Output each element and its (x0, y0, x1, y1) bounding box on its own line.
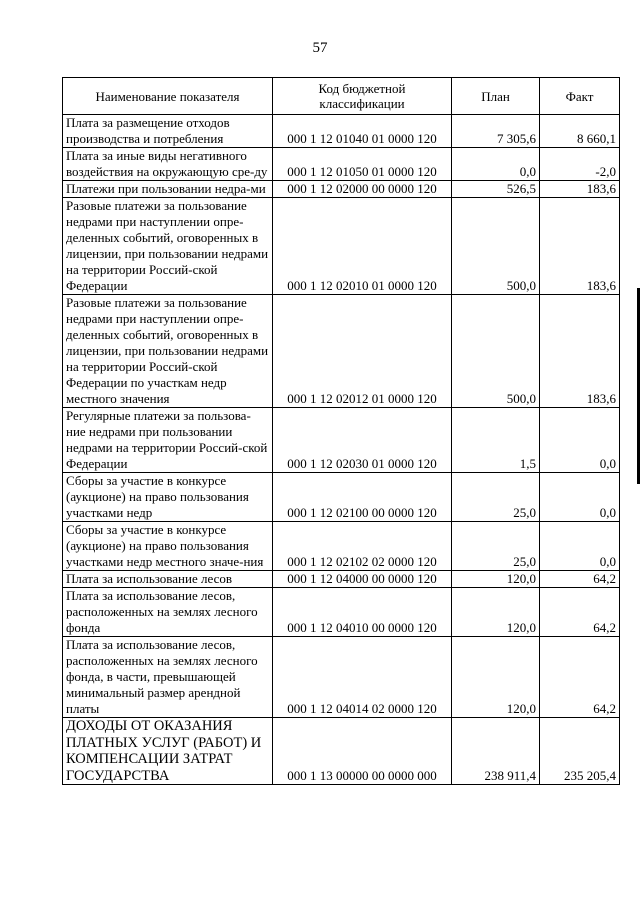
row-name: Плата за использование лесов (63, 571, 273, 588)
row-code: 000 1 12 04000 00 0000 120 (273, 571, 452, 588)
row-fact: 183,6 (540, 198, 620, 295)
row-plan: 25,0 (452, 473, 540, 522)
row-code: 000 1 12 01040 01 0000 120 (273, 115, 452, 148)
row-name: Регулярные платежи за пользова-ние недрами при пользовании недрами на территории Россий-ской Федерации (63, 408, 273, 473)
row-name: Сборы за участие в конкурсе (аукционе) на право пользования участками недр местного значе-ния (63, 522, 273, 571)
header-code: Код бюджетной классификации (273, 78, 452, 115)
row-fact: 0,0 (540, 408, 620, 473)
row-plan: 0,0 (452, 148, 540, 181)
row-code: 000 1 12 01050 01 0000 120 (273, 148, 452, 181)
row-name: Сборы за участие в конкурсе (аукционе) на право пользования участками недр (63, 473, 273, 522)
row-fact: 0,0 (540, 473, 620, 522)
table-row (63, 295, 620, 408)
row-plan: 1,5 (452, 408, 540, 473)
row-code: 000 1 12 02100 00 0000 120 (273, 473, 452, 522)
row-fact: 8 660,1 (540, 115, 620, 148)
row-plan: 500,0 (452, 295, 540, 408)
table-row (63, 718, 620, 785)
row-code: 000 1 13 00000 00 0000 000 (273, 718, 452, 785)
row-code: 000 1 12 04010 00 0000 120 (273, 588, 452, 637)
row-fact: -2,0 (540, 148, 620, 181)
table-row (63, 408, 620, 473)
row-name: Плата за размещение отходов производства и потребления (63, 115, 273, 148)
row-code: 000 1 12 02012 01 0000 120 (273, 295, 452, 408)
row-fact: 64,2 (540, 571, 620, 588)
row-name: Платежи при пользовании недра-ми (63, 181, 273, 198)
row-fact: 64,2 (540, 637, 620, 718)
row-plan: 25,0 (452, 522, 540, 571)
table-row (63, 637, 620, 718)
row-code: 000 1 12 02030 01 0000 120 (273, 408, 452, 473)
row-fact: 0,0 (540, 522, 620, 571)
table-row (63, 198, 620, 295)
header-fact: Факт (540, 78, 620, 115)
row-code: 000 1 12 02010 01 0000 120 (273, 198, 452, 295)
table-row (63, 115, 620, 148)
row-plan: 526,5 (452, 181, 540, 198)
row-plan: 120,0 (452, 637, 540, 718)
row-name: Плата за использование лесов, расположенных на землях лесного фонда (63, 588, 273, 637)
row-name: Плата за использование лесов, расположенных на землях лесного фонда, в части, превышающей минимальный размер арендной платы (63, 637, 273, 718)
row-code: 000 1 12 04014 02 0000 120 (273, 637, 452, 718)
row-plan: 500,0 (452, 198, 540, 295)
budget-table (62, 77, 620, 785)
row-fact: 183,6 (540, 295, 620, 408)
table-row (63, 522, 620, 571)
row-code: 000 1 12 02000 00 0000 120 (273, 181, 452, 198)
row-name: ДОХОДЫ ОТ ОКАЗАНИЯ ПЛАТНЫХ УСЛУГ (РАБОТ) И КОМПЕНСАЦИИ ЗАТРАТ ГОСУДАРСТВА (63, 718, 273, 785)
row-fact: 183,6 (540, 181, 620, 198)
table-row (63, 473, 620, 522)
header-name: Наименование показателя (63, 78, 273, 115)
page-number: 57 (312, 40, 328, 56)
row-name: Плата за иные виды негативного воздействия на окружающую сре-ду (63, 148, 273, 181)
table-header-row (63, 78, 620, 115)
row-plan: 120,0 (452, 588, 540, 637)
row-fact: 64,2 (540, 588, 620, 637)
row-name: Разовые платежи за пользование недрами при наступлении опре-деленных событий, оговоренных в лицензии, при пользовании недрами на территории Россий-ской Федерации (63, 198, 273, 295)
row-fact: 235 205,4 (540, 718, 620, 785)
row-code: 000 1 12 02102 02 0000 120 (273, 522, 452, 571)
table-row (63, 181, 620, 198)
row-name: Разовые платежи за пользование недрами при наступлении опре-деленных событий, оговоренных в лицензии, при пользовании недрами на территории Россий-ской Федерации по участкам недр местного значения (63, 295, 273, 408)
table-row (63, 588, 620, 637)
table-row (63, 148, 620, 181)
row-plan: 238 911,4 (452, 718, 540, 785)
row-plan: 7 305,6 (452, 115, 540, 148)
row-plan: 120,0 (452, 571, 540, 588)
table-row (63, 571, 620, 588)
header-plan: План (452, 78, 540, 115)
